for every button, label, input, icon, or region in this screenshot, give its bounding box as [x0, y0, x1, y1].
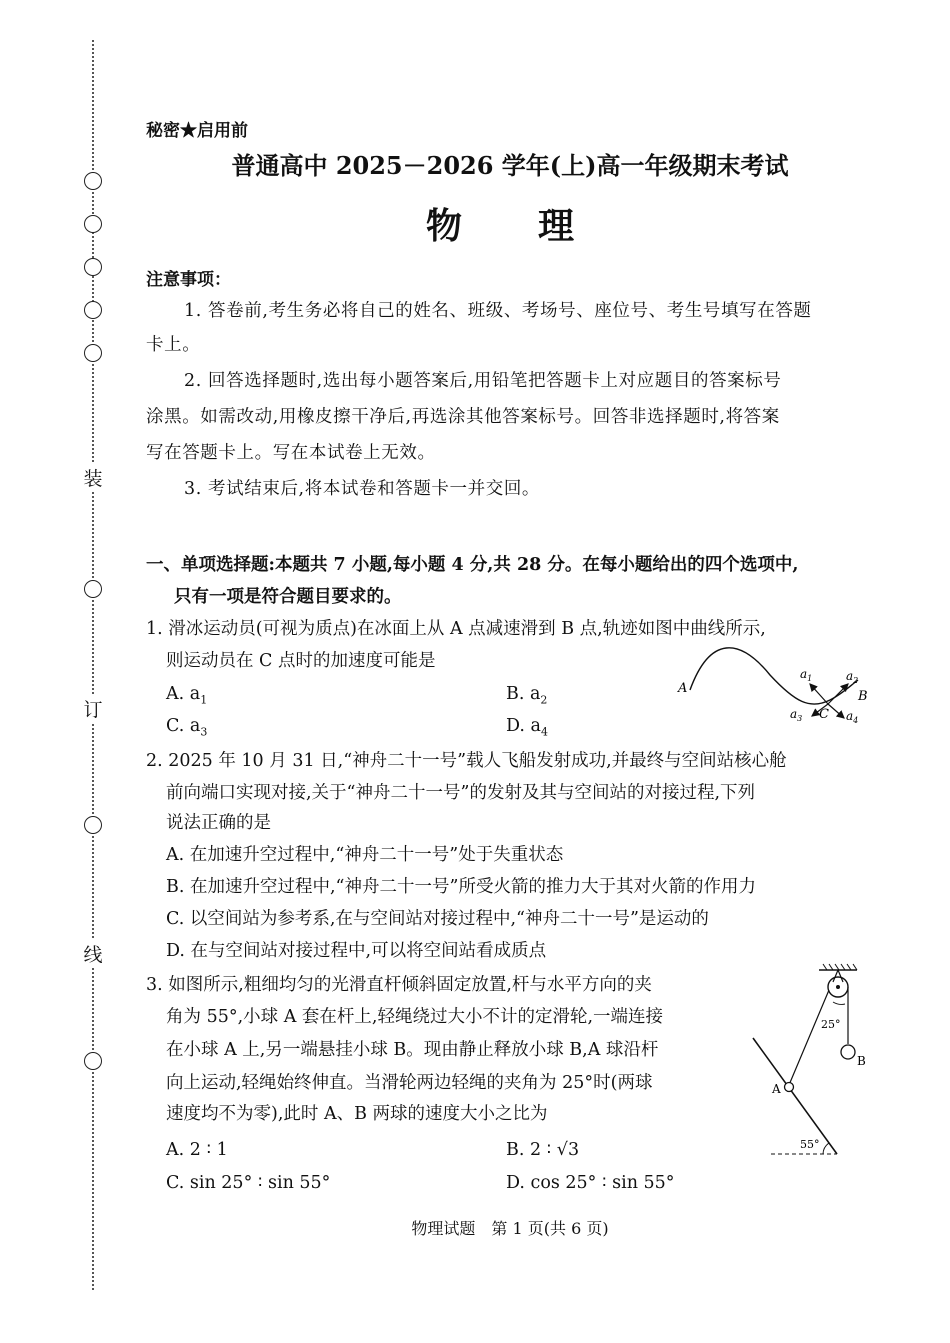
ball-b-label: B — [857, 1054, 866, 1068]
angle-55-label: 55° — [800, 1138, 820, 1151]
q2-option-b: B. 在加速升空过程中,“神舟二十一号”所受火箭的推力大于其对火箭的作用力 — [166, 877, 756, 897]
q3-line3: 在小球 A 上,另一端悬挂小球 B。现由静止释放小球 B,A 球沿杆 — [166, 1040, 659, 1060]
section-heading-line1: 一、单项选择题:本题共 7 小题,每小题 4 分,共 28 分。在每小题给出的四个选项中, — [146, 555, 799, 575]
q2-option-a: A. 在加速升空过程中,“神舟二十一号”处于失重状态 — [166, 845, 564, 865]
section-heading-line2: 只有一项是符合题目要求的。 — [174, 587, 402, 607]
point-a-label: A — [678, 681, 688, 696]
binding-char-zhuang: 装 — [81, 464, 105, 491]
angle-25-label: 25° — [821, 1018, 841, 1031]
q3-line4: 向上运动,轻绳始终伸直。当滑轮两边轻绳的夹角为 25°时(两球 — [166, 1073, 653, 1093]
q1-option-a: A. $a_1$ — [166, 684, 208, 707]
q2-line1: 2. 2025 年 10 月 31 日,“神舟二十一号”载人飞船发射成功,并最终与空间站核心舱 — [146, 751, 787, 771]
binding-hole — [84, 258, 102, 276]
rope-to-a — [789, 990, 829, 1085]
page-footer: 物理试题 第 1 页(共 6 页) — [411, 1219, 609, 1238]
q2-option-d: D. 在与空间站对接过程中,可以将空间站看成质点 — [166, 941, 547, 961]
notice-item-2-line2: 涂黑。如需改动,用橡皮擦干净后,再选涂其他答案标号。回答非选择题时,将答案 — [146, 407, 780, 427]
binding-char-xian: 线 — [81, 940, 105, 967]
binding-hole — [84, 816, 102, 834]
q2-line2: 前向端口实现对接,关于“神舟二十一号”的发射及其与空间站的对接过程,下列 — [166, 783, 756, 803]
q3-line1: 3. 如图所示,粗细均匀的光滑直杆倾斜固定放置,杆与水平方向的夹 — [146, 975, 652, 995]
q1-line2: 则运动员在 C 点时的加速度可能是 — [166, 651, 436, 671]
q1-option-c: C. $a_3$ — [166, 716, 208, 739]
vector-a1 — [810, 684, 828, 704]
ball-a — [785, 1083, 794, 1092]
binding-hole — [84, 1052, 102, 1070]
notice-heading: 注意事项： — [146, 270, 231, 290]
point-c-label: C — [819, 707, 829, 722]
q3-option-b: B. 2 ∶ √3 — [506, 1140, 580, 1160]
ceiling-hatch — [823, 964, 857, 970]
q3-option-a: A. 2 ∶ 1 — [166, 1140, 228, 1160]
binding-char-ding: 订 — [81, 695, 105, 722]
q1-option-d: D. $a_4$ — [506, 716, 548, 739]
q3-option-c: C. sin 25° ∶ sin 55° — [166, 1173, 331, 1193]
q3-option-d: D. cos 25° ∶ sin 55° — [506, 1173, 675, 1193]
notice-item-2-line1: 2. 回答选择题时,选出每小题答案后,用铅笔把答题卡上对应题目的答案标号 — [184, 371, 782, 391]
label-a1: $a_1$ — [800, 667, 813, 683]
q2-line3: 说法正确的是 — [166, 813, 271, 833]
confidential-label: 秘密★启用前 — [146, 121, 248, 141]
trajectory-curve — [690, 648, 858, 704]
q1-option-b: B. $a_2$ — [506, 684, 548, 707]
binding-hole — [84, 580, 102, 598]
q2-option-c: C. 以空间站为参考系,在与空间站对接过程中,“神舟二十一号”是运动的 — [166, 909, 709, 929]
label-a4: $a_4$ — [846, 709, 859, 725]
ball-a-label: A — [772, 1082, 781, 1096]
ball-b — [841, 1045, 855, 1059]
q3-pulley-figure — [745, 962, 875, 1162]
notice-item-3-line1: 3. 考试结束后,将本试卷和答题卡一并交回。 — [184, 479, 541, 499]
binding-hole — [84, 301, 102, 319]
q1-line1: 1. 滑冰运动员(可视为质点)在冰面上从 A 点减速滑到 B 点,轨迹如图中曲线所示, — [146, 619, 766, 639]
inclined-rod — [753, 1038, 837, 1154]
label-a3: $a_3$ — [790, 707, 803, 723]
notice-item-1-line1: 1. 答卷前,考生务必将自己的姓名、班级、考场号、座位号、考生号填写在答题 — [184, 301, 812, 321]
exam-title: 普通高中 2025－2026 学年(上)高一年级期末考试 — [231, 151, 789, 180]
q3-line2: 角为 55°,小球 A 套在杆上,轻绳绕过大小不计的定滑轮,一端连接 — [166, 1007, 664, 1027]
label-a2: $a_2$ — [846, 669, 859, 685]
notice-item-2-line3: 写在答题卡上。写在本试卷上无效。 — [146, 443, 436, 463]
notice-item-1-line2: 卡上。 — [146, 335, 201, 355]
point-b-label: B — [858, 689, 868, 704]
vector-a4 — [828, 704, 844, 718]
binding-hole — [84, 344, 102, 362]
vector-a2 — [828, 684, 848, 704]
q3-line5: 速度均不为零),此时 A、B 两球的速度大小之比为 — [166, 1104, 548, 1124]
q1-trajectory-figure — [670, 640, 870, 730]
subject-title: 物 理 — [425, 205, 594, 247]
